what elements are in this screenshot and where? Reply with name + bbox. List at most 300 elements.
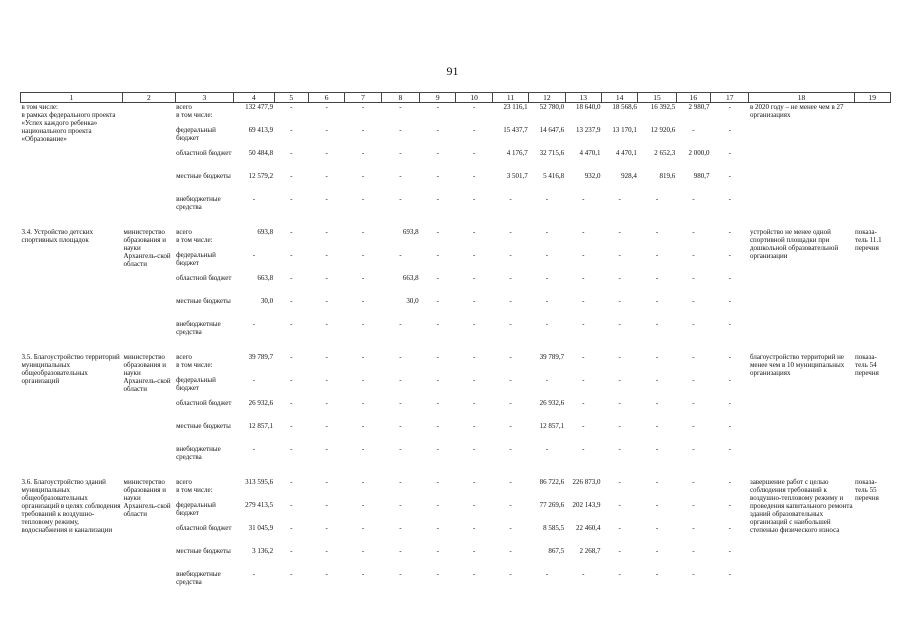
value-cell: - [290, 445, 293, 453]
value-cell: - [618, 251, 621, 259]
value-cell: - [325, 126, 328, 134]
value-cell: 4 470,1 [615, 149, 637, 157]
value-cell: - [545, 445, 549, 453]
value-cell: - [472, 376, 476, 384]
column-number-3: 3 [175, 93, 234, 103]
value-cell: - [582, 399, 585, 407]
value-cell: - [290, 126, 293, 134]
measure-title: 3.5. Благоустройство территорий муниципальных общеобразовательных организаций [21, 353, 120, 385]
value-cell: - [728, 320, 731, 328]
value-cell: 30,0 [406, 297, 419, 305]
value-cell: - [655, 399, 659, 407]
value-cell: - [290, 399, 293, 407]
value-cell: 8 585,5 [543, 524, 565, 532]
value-cell: - [655, 422, 659, 430]
value-cell: - [472, 103, 476, 111]
value-cell: - [509, 228, 512, 236]
value-cell: 3 501,7 [506, 172, 528, 180]
funding-source: всего в том числе: [176, 478, 213, 494]
value-cell: - [545, 297, 549, 305]
value-cell: - [582, 228, 585, 236]
executor: министерство образования и науки Архангель-ской области [123, 228, 171, 268]
value-cell: 22 460,4 [575, 524, 601, 532]
value-cell: - [692, 501, 695, 509]
value-cell: - [472, 478, 476, 486]
value-cell: 980,7 [693, 172, 710, 180]
value-cell: - [325, 195, 328, 203]
value-cell: - [728, 297, 731, 305]
value-cell: - [290, 103, 293, 111]
value-cell: - [728, 422, 731, 430]
program-table [20, 92, 891, 593]
value-cell: - [436, 103, 439, 111]
value-cell: 14 647,6 [539, 126, 565, 134]
value-cell: - [436, 320, 439, 328]
value-cell: - [436, 524, 439, 532]
value-cell: - [436, 570, 439, 578]
funding-source: внебюджетные средства [176, 570, 221, 586]
value-cell: - [655, 320, 659, 328]
value-cell: - [436, 422, 439, 430]
value-cell: - [290, 195, 293, 203]
value-cell: 39 789,7 [248, 353, 274, 361]
value-cell: - [290, 524, 293, 532]
value-cell: - [472, 297, 476, 305]
value-cell: - [618, 353, 621, 361]
value-cell: 2 652,3 [654, 149, 676, 157]
value-cell: - [509, 501, 512, 509]
value-cell: 226 873,0 [572, 478, 601, 486]
value-cell: - [618, 445, 621, 453]
value-cell: - [655, 478, 659, 486]
value-cell: 15 437,7 [503, 126, 528, 134]
value-cell: - [472, 570, 476, 578]
value-cell: - [618, 274, 621, 282]
value-cell: - [290, 353, 293, 361]
value-cell: - [361, 149, 365, 157]
value-cell: 77 269,6 [539, 501, 565, 509]
measure-title: 3.4. Устройство детских спортивных площадок [21, 228, 94, 244]
value-cell: - [728, 524, 731, 532]
value-cell: - [728, 195, 731, 203]
value-cell: - [655, 501, 659, 509]
value-cell: 2 980,7 [688, 103, 710, 111]
value-cell: 2 268,7 [579, 547, 601, 555]
value-cell: - [545, 228, 549, 236]
value-cell: - [509, 478, 512, 486]
value-cell: - [361, 422, 365, 430]
value-cell: 819,6 [659, 172, 676, 180]
table-row [21, 228, 891, 251]
funding-source: областной бюджет [176, 274, 232, 282]
column-number-row [21, 93, 891, 103]
value-cell: - [692, 195, 695, 203]
value-cell: - [290, 478, 293, 486]
value-cell: - [325, 376, 328, 384]
value-cell: 279 413,5 [245, 501, 274, 509]
value-cell: 18 640,0 [575, 103, 601, 111]
value-cell: - [728, 501, 731, 509]
value-cell: - [399, 547, 402, 555]
table-row [21, 353, 891, 376]
value-cell: - [436, 501, 439, 509]
column-number-19: 19 [854, 93, 890, 103]
value-cell: - [728, 228, 731, 236]
executor [123, 103, 176, 219]
executor: министерство образования и науки Архангель-ской области [123, 478, 171, 518]
value-cell: - [692, 422, 695, 430]
value-cell: - [618, 547, 621, 555]
value-cell: - [618, 422, 621, 430]
value-cell: - [325, 547, 328, 555]
column-number-12: 12 [529, 93, 565, 103]
value-cell: - [472, 353, 476, 361]
value-cell: - [361, 172, 365, 180]
funding-source: внебюджетные средства [176, 445, 221, 461]
value-cell: - [399, 353, 402, 361]
value-cell: - [618, 501, 621, 509]
value-cell: - [399, 172, 402, 180]
value-cell: 4 176,7 [506, 149, 528, 157]
value-cell: - [509, 570, 512, 578]
value-cell: - [472, 251, 476, 259]
value-cell: 69 413,9 [248, 126, 274, 134]
value-cell: 86 722,6 [539, 478, 565, 486]
value-cell: - [325, 149, 328, 157]
value-cell: - [618, 478, 621, 486]
value-cell: - [361, 274, 365, 282]
value-cell: - [290, 149, 293, 157]
value-cell: - [509, 251, 512, 259]
value-cell: - [618, 524, 621, 532]
column-number-15: 15 [638, 93, 676, 103]
funding-source: областной бюджет [176, 524, 232, 532]
value-cell: - [545, 570, 549, 578]
value-cell: - [290, 547, 293, 555]
value-cell: - [582, 376, 585, 384]
value-cell: - [325, 103, 328, 111]
funding-source: внебюджетные средства [176, 195, 221, 211]
column-number-13: 13 [565, 93, 601, 103]
value-cell: - [252, 445, 256, 453]
value-cell: - [692, 547, 695, 555]
value-cell: - [436, 251, 439, 259]
value-cell: - [252, 251, 256, 259]
value-cell: - [325, 445, 328, 453]
value-cell: - [399, 570, 402, 578]
column-number-2: 2 [123, 93, 176, 103]
value-cell: 932,0 [584, 172, 601, 180]
value-cell: - [290, 570, 293, 578]
value-cell: 32 715,6 [539, 149, 565, 157]
value-cell: - [618, 297, 621, 305]
funding-source: всего в том числе: [176, 228, 213, 244]
value-cell: - [728, 353, 731, 361]
value-cell: - [436, 228, 439, 236]
value-cell: 202 143,9 [572, 501, 601, 509]
value-cell: 12 920,6 [650, 126, 676, 134]
value-cell: - [692, 274, 695, 282]
value-cell: - [692, 524, 695, 532]
value-cell: - [545, 376, 549, 384]
value-cell: - [472, 547, 476, 555]
value-cell: - [361, 445, 365, 453]
value-cell: - [692, 570, 695, 578]
value-cell: 5 416,8 [543, 172, 565, 180]
value-cell: - [509, 422, 512, 430]
value-cell: 693,8 [402, 228, 419, 236]
value-cell: 13 237,9 [575, 126, 601, 134]
measure-title: 3.6. Благоустройство зданий муниципальных общеобразовательных организаций в целях соблюдения требований к воздушно-тепловому режиму, водоснабжения и канализации [21, 478, 121, 534]
value-cell: - [728, 570, 731, 578]
indicator-ref: показа-тель 55 перечня [855, 478, 879, 502]
value-cell: - [290, 172, 293, 180]
value-cell: 26 932,6 [248, 399, 274, 407]
value-cell: - [655, 524, 659, 532]
value-cell: - [582, 570, 585, 578]
value-cell: 50 484,8 [248, 149, 274, 157]
value-cell: - [361, 195, 365, 203]
value-cell: - [618, 570, 621, 578]
value-cell: - [325, 274, 328, 282]
value-cell: - [436, 445, 439, 453]
value-cell: - [399, 445, 402, 453]
value-cell: - [399, 103, 402, 111]
value-cell: - [361, 297, 365, 305]
value-cell: - [290, 228, 293, 236]
value-cell: 39 789,7 [539, 353, 565, 361]
value-cell: - [692, 478, 695, 486]
value-cell: - [728, 103, 731, 111]
value-cell: - [325, 399, 328, 407]
column-number-6: 6 [308, 93, 344, 103]
spacer-cell [21, 343, 891, 353]
value-cell: - [582, 195, 585, 203]
funding-source: федеральный бюджет [176, 376, 216, 392]
table-body [21, 103, 891, 594]
value-cell: - [655, 195, 659, 203]
column-number-11: 11 [492, 93, 528, 103]
executor: министерство образования и науки Архангель-ской области [123, 353, 171, 393]
column-number-17: 17 [711, 93, 749, 103]
value-cell: 12 857,1 [248, 422, 274, 430]
value-cell: - [361, 103, 365, 111]
value-cell: - [692, 228, 695, 236]
group-spacer [21, 343, 891, 353]
value-cell: - [728, 445, 731, 453]
column-number-16: 16 [676, 93, 710, 103]
value-cell: - [618, 376, 621, 384]
column-number-9: 9 [420, 93, 456, 103]
value-cell: - [436, 478, 439, 486]
value-cell: - [509, 353, 512, 361]
value-cell: - [655, 376, 659, 384]
value-cell: - [472, 422, 476, 430]
column-number-8: 8 [381, 93, 419, 103]
value-cell: - [728, 172, 731, 180]
value-cell: - [290, 297, 293, 305]
value-cell: - [361, 570, 365, 578]
value-cell: - [399, 251, 402, 259]
value-cell: - [618, 195, 621, 203]
value-cell: 663,8 [257, 274, 274, 282]
value-cell: - [436, 195, 439, 203]
value-cell: - [582, 445, 585, 453]
value-cell: - [361, 399, 365, 407]
value-cell: - [655, 445, 659, 453]
value-cell: 3 136,2 [252, 547, 274, 555]
value-cell: - [545, 251, 549, 259]
expected-result: устройство не менее одной спортивной площадки при дошкольной образовательной организации [749, 228, 839, 260]
value-cell: - [472, 274, 476, 282]
value-cell: - [399, 376, 402, 384]
value-cell: - [361, 547, 365, 555]
value-cell: - [655, 570, 659, 578]
value-cell: - [582, 274, 585, 282]
value-cell: - [361, 376, 365, 384]
funding-source: федеральный бюджет [176, 251, 216, 267]
value-cell: 663,8 [402, 274, 419, 282]
value-cell: - [436, 547, 439, 555]
value-cell: - [436, 297, 439, 305]
value-cell: - [692, 399, 695, 407]
value-cell: - [582, 251, 585, 259]
column-number-7: 7 [345, 93, 381, 103]
value-cell: 2 000,0 [688, 149, 710, 157]
column-number-5: 5 [274, 93, 308, 103]
funding-source: всего в том числе: [176, 103, 213, 119]
value-cell: - [582, 422, 585, 430]
value-cell: 13 170,1 [612, 126, 637, 134]
value-cell: - [655, 353, 659, 361]
value-cell: - [728, 126, 731, 134]
column-number-10: 10 [456, 93, 492, 103]
value-cell: 26 932,6 [539, 399, 565, 407]
value-cell: - [692, 445, 695, 453]
spacer-cell [21, 468, 891, 478]
funding-source: местные бюджеты [176, 422, 231, 430]
value-cell: - [509, 376, 512, 384]
value-cell: - [618, 320, 621, 328]
value-cell: 31 045,9 [248, 524, 274, 532]
value-cell: - [290, 501, 293, 509]
value-cell: - [618, 399, 621, 407]
value-cell: 693,8 [257, 228, 274, 236]
value-cell: - [509, 524, 512, 532]
value-cell: - [399, 126, 402, 134]
indicator-ref: показа-тель 11.1 перечня [855, 228, 882, 252]
value-cell: - [472, 228, 476, 236]
value-cell: - [655, 274, 659, 282]
value-cell: - [728, 547, 731, 555]
column-number-4: 4 [234, 93, 274, 103]
value-cell: - [325, 172, 328, 180]
value-cell: - [728, 251, 731, 259]
funding-source: местные бюджеты [176, 172, 231, 180]
indicator-ref: показа-тель 54 перечня [855, 353, 879, 377]
value-cell: - [545, 274, 549, 282]
value-cell: - [399, 524, 402, 532]
funding-source: областной бюджет [176, 399, 232, 407]
column-number-18: 18 [749, 93, 854, 103]
value-cell: - [252, 320, 256, 328]
expected-result: в 2020 году – не менее чем в 27 организациях [749, 103, 844, 119]
value-cell: 16 392,5 [650, 103, 676, 111]
value-cell: - [509, 297, 512, 305]
value-cell: - [361, 478, 365, 486]
value-cell: - [436, 126, 439, 134]
value-cell: - [252, 195, 256, 203]
funding-source: местные бюджеты [176, 297, 231, 305]
value-cell: - [582, 320, 585, 328]
value-cell: - [655, 547, 659, 555]
group-spacer [21, 468, 891, 478]
value-cell: - [472, 399, 476, 407]
value-cell: - [728, 376, 731, 384]
value-cell: - [399, 320, 402, 328]
value-cell: 18 568,6 [612, 103, 637, 111]
column-number-14: 14 [601, 93, 637, 103]
value-cell: - [509, 547, 512, 555]
value-cell: - [436, 274, 439, 282]
value-cell: - [692, 320, 695, 328]
value-cell: - [399, 149, 402, 157]
value-cell: - [325, 524, 328, 532]
value-cell: - [436, 376, 439, 384]
value-cell: 23 116,1 [503, 103, 528, 111]
value-cell: - [290, 274, 293, 282]
value-cell: - [509, 399, 512, 407]
value-cell: - [361, 524, 365, 532]
funding-source: федеральный бюджет [176, 126, 216, 142]
value-cell: 313 595,6 [245, 478, 274, 486]
value-cell: - [692, 353, 695, 361]
funding-source: областной бюджет [176, 149, 232, 157]
value-cell: - [582, 297, 585, 305]
funding-source: внебюджетные средства [176, 320, 221, 336]
value-cell: - [290, 376, 293, 384]
value-cell: - [545, 320, 549, 328]
value-cell: - [399, 195, 402, 203]
value-cell: 132 477,9 [245, 103, 274, 111]
value-cell: - [472, 501, 476, 509]
value-cell: 30,0 [260, 297, 274, 305]
value-cell: - [361, 228, 365, 236]
value-cell: - [582, 353, 585, 361]
table-row [21, 478, 891, 501]
value-cell: - [692, 126, 695, 134]
value-cell: - [325, 353, 328, 361]
value-cell: - [290, 251, 293, 259]
value-cell: - [692, 297, 695, 305]
value-cell: 4 470,1 [579, 149, 601, 157]
value-cell: - [618, 228, 621, 236]
value-cell: - [399, 422, 402, 430]
value-cell: - [399, 399, 402, 407]
expected-result: благоустройство территорий не менее чем в 10 муниципальных организациях [749, 353, 845, 377]
value-cell: - [252, 570, 256, 578]
value-cell: - [325, 501, 328, 509]
value-cell: - [655, 297, 659, 305]
value-cell: - [509, 445, 512, 453]
value-cell: - [252, 376, 256, 384]
value-cell: - [509, 320, 512, 328]
value-cell: - [692, 251, 695, 259]
value-cell: - [399, 501, 402, 509]
value-cell: - [290, 320, 293, 328]
funding-source: всего в том числе: [176, 353, 213, 369]
value-cell: - [728, 274, 731, 282]
